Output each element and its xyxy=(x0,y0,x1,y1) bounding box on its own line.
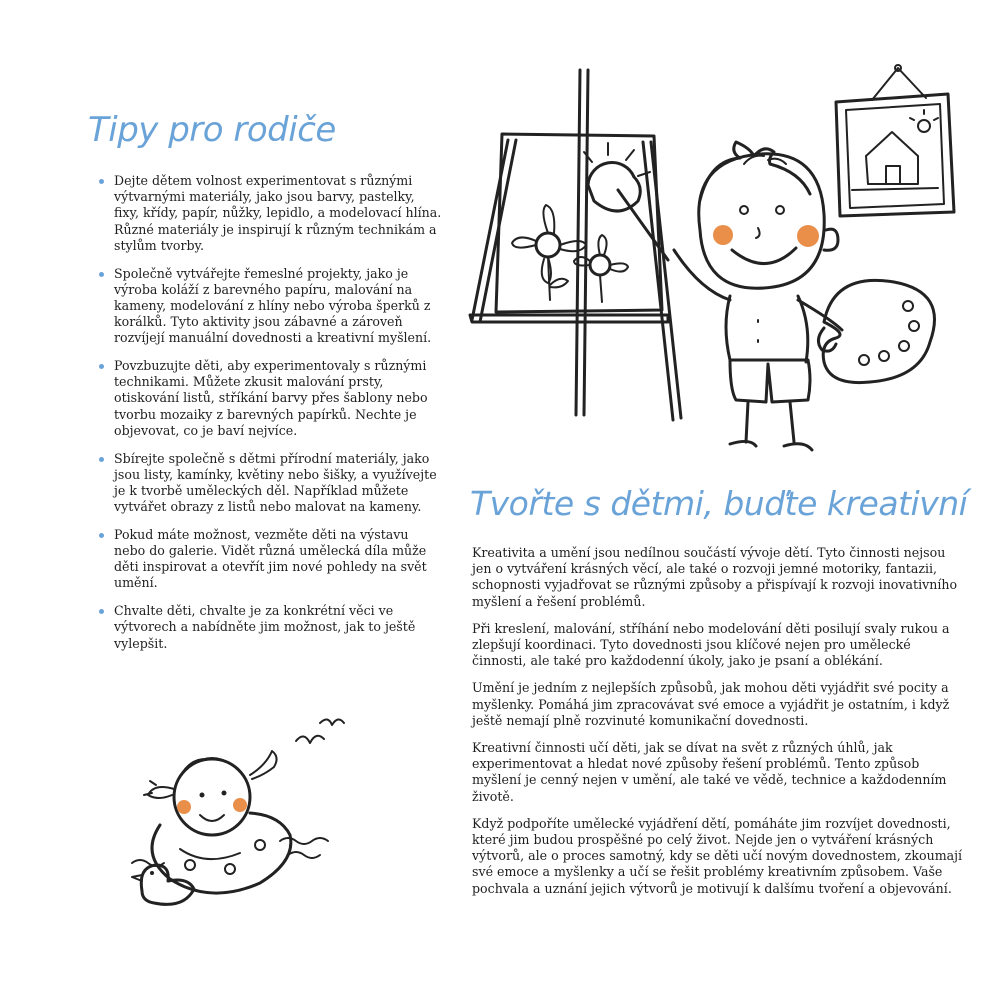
list-item: Povzbuzujte děti, aby experimentovaly s různými technikami. Můžete zkusit malování prsty, otiskování listů, stříkání barvy přes šablony nebo tvorbu mozaiky z barevných papírků. Nechte je objevovat, co je baví nejvíce. xyxy=(98,358,443,439)
child-figure xyxy=(674,142,842,450)
child-painting-illustration xyxy=(468,60,963,460)
framed-picture xyxy=(836,65,954,216)
paint-palette xyxy=(818,280,934,382)
article-paragraph: Umění je jedním z nejlepších způsobů, jak mohou děti vyjádřit své pocity a myšlenky. Pomáhá jim zpracovávat své emoce a vyjádřit je ostatním, i když ještě nemají plně rozvinuté komunikační dovednosti. xyxy=(472,680,950,728)
tips-list xyxy=(98,173,443,663)
list-item: Chvalte děti, chvalte je za konkrétní věci ve výtvorech a nabídněte jim možnost, jak to ještě vylepšit. xyxy=(98,603,443,652)
article-body xyxy=(472,545,967,908)
list-item: Pokud máte možnost, vezměte děti na výstavu nebo do galerie. Vidět různá umělecká díla může děti inspirovat a otevřít jim nové pohledy na svět umění. xyxy=(98,527,443,592)
article-paragraph: Kreativní činnosti učí děti, jak se dívat na svět z různých úhlů, jak experimentovat a hledat nové způsoby řešení problémů. Tento způsob myšlení je cenný nejen v umění, ale také ve vědě, technice a každodenním životě. xyxy=(472,740,947,804)
easel xyxy=(470,70,681,420)
article-paragraph: Kreativita a umění jsou nedílnou součástí vývoje dětí. Tyto činnosti nejsou jen o vytváření krásných věcí, ale také o rozvoji jemné motoriky, fantazii, schopnosti vyjadřovat se různými způsoby a přispívají k rozvoji inovativního myšlení a řešení problémů. xyxy=(472,545,958,609)
article-paragraph: Při kreslení, malování, stříhání nebo modelování děti posilují svaly rukou a zlepšují koordinaci. Tyto dovednosti jsou klíčové nejen pro umělecké činnosti, ale také pro každodenní úkoly, jako je psaní a oblékání. xyxy=(472,620,950,669)
swimming-child-illustration xyxy=(120,715,360,915)
tips-heading: Tipy pro rodiče xyxy=(88,110,336,150)
list-item: Společně vytvářejte řemeslné projekty, jako je výroba koláží z barevného papíru, malování na kameny, modelování z hlíny nebo výroba šperků z korálků. Tyto aktivity jsou zábavné a zároveň rozvíjejí manuální dovednosti a kreativní myšlení. xyxy=(98,266,443,347)
water-waves xyxy=(132,838,328,866)
article-heading: Tvořte s dětmi, buďte kreativní xyxy=(470,484,968,523)
list-item: Sbírejte společně s dětmi přírodní materiály, jako jsou listy, kamínky, květiny nebo šišky, a využívejte je k tvorbě uměleckých děl. Například můžete vytvářet obrazy z listů nebo malovat na kameny. xyxy=(98,451,443,516)
article-paragraph: Když podpoříte umělecké vyjádření dětí, pomáháte jim rozvíjet dovednosti, které jim budou prospěšné po celý život. Nejde jen o vytváření krásných výtvorů, ale o proces samotný, kdy se děti učí novým dovednostem, zkoumají své emoce a myšlenky a učí se řešit problémy kreativním způsobem. Vaše pochvala a uznání jejich výtvorů je motivují k dalšímu tvoření a objevování. xyxy=(472,815,963,896)
list-item: Dejte dětem volnost experimentovat s různými výtvarnými materiály, jako jsou barvy, pastelky, fixy, křídy, papír, nůžky, lepidlo, a modelovací hlína. Různé materiály je inspirují k různým technikám a stylům tvorby. xyxy=(98,173,443,254)
birds xyxy=(296,719,344,743)
child-face xyxy=(144,751,277,835)
